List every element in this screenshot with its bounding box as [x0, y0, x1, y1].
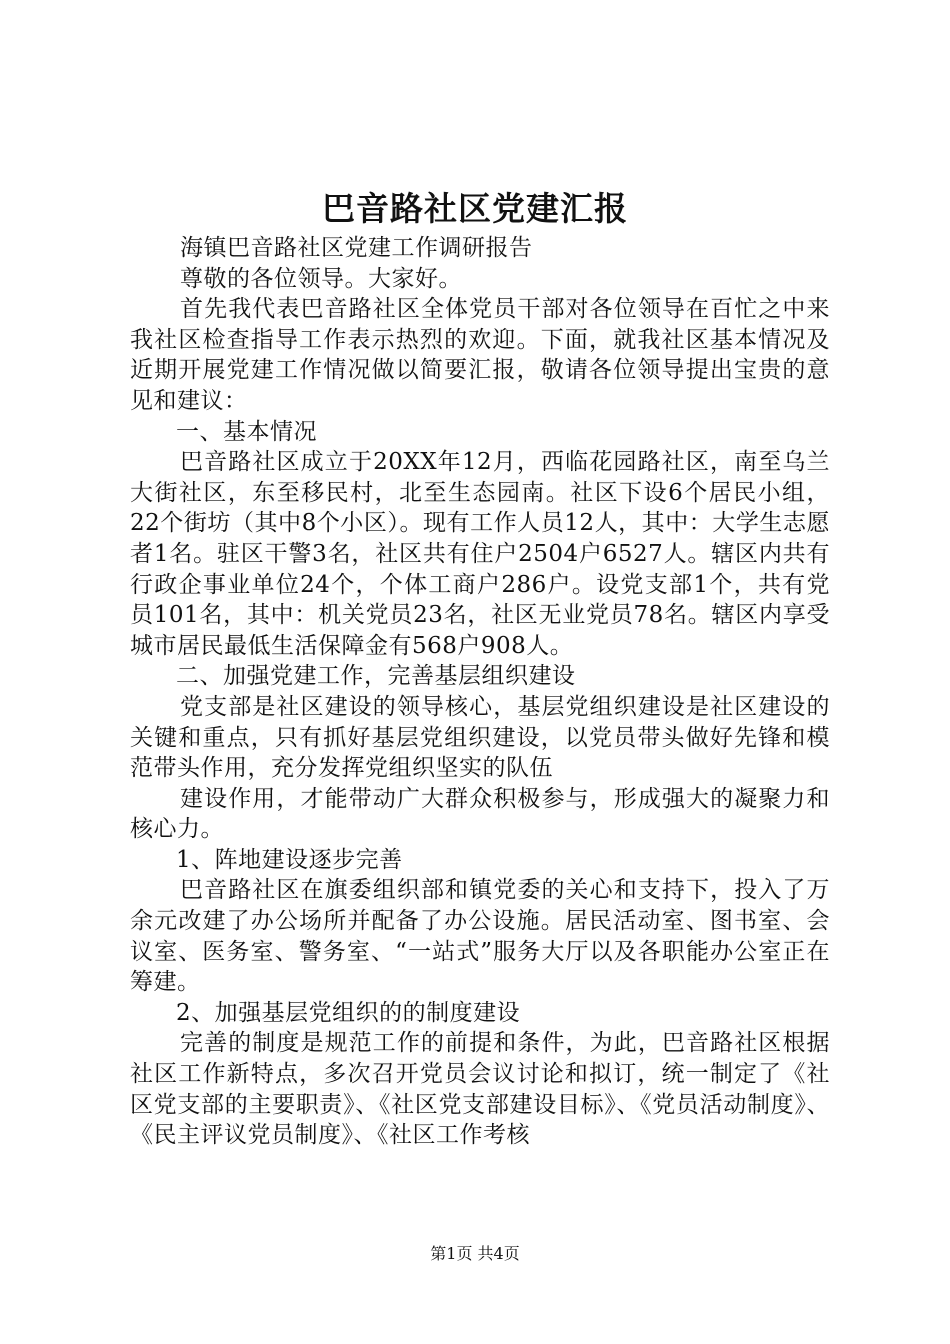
paragraph-subtitle: 海镇巴音路社区党建工作调研报告 — [180, 235, 533, 261]
document-body — [130, 233, 830, 1151]
paragraph-intro: 首先我代表巴音路社区全体党员干部对各位领导在百忙之中来我社区检查指导工作表示热烈的欢迎。下面，就我社区基本情况及近期开展党建工作情况做以简要汇报，敬请各位领导提出宝贵的意见和建议： — [130, 296, 830, 414]
paragraph-party-core-cont: 建设作用，才能带动广大群众积极参与，形成强大的凝聚力和核心力。 — [130, 785, 830, 843]
document-title: 巴音路社区党建汇报 — [322, 189, 628, 228]
section-heading-basic-info: 一、基本情况 — [176, 418, 317, 445]
paragraph-system: 完善的制度是规范工作的前提和条件，为此，巴音路社区根据社区工作新特点，多次召开党员会议讨论和拟订，统一制定了《社区党支部的主要职责》、《社区党支部建设目标》、《党员活动制度》、《民主评议党员制度》、《社区工作考核 — [130, 1030, 830, 1149]
page-footer: 第1页 共4页 — [430, 1244, 520, 1263]
section-heading-party-building: 二、加强党建工作，完善基层组织建设 — [176, 663, 576, 690]
paragraph-greeting: 尊敬的各位领导。大家好。 — [180, 265, 462, 292]
subsection-heading-system: 2、加强基层党组织的的制度建设 — [176, 999, 521, 1026]
paragraph-basic-info: 巴音路社区成立于20XX年12月，西临花园路社区，南至乌兰大街社区，东至移民村，北至生态园南。社区下设6个居民小组，22个街坊（其中8个小区）。现有工作人员12人，其中：大学生志愿者1名。驻区干警3名，社区共有住户2504户6527人。辖区内共有行政企事业单位24个，个体工商户286户。设党支部1个，共有党员101名，其中：机关党员23名，社区无业党员78名。辖区内享受城市居民最低生活保障金有568户908人。 — [130, 449, 830, 659]
paragraph-facilities: 巴音路社区在旗委组织部和镇党委的关心和支持下，投入了万余元改建了办公场所并配备了办公设施。居民活动室、图书室、会议室、医务室、警务室、“一站式”服务大厅以及各职能办公室正在筹建。 — [130, 877, 830, 996]
subsection-heading-facilities: 1、阵地建设逐步完善 — [176, 846, 403, 873]
paragraph-party-core: 党支部是社区建设的领导核心，基层党组织建设是社区建设的关键和重点，只有抓好基层党组织建设，以党员带头做好先锋和模范带头作用，充分发挥党组织坚实的队伍 — [130, 693, 830, 782]
